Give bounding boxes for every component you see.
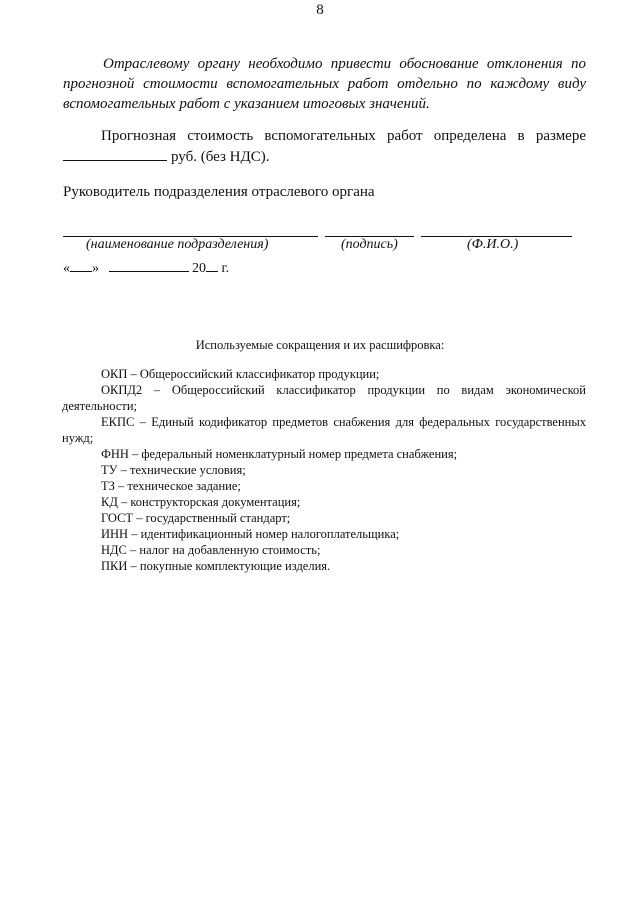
deviation-justification-note: [63, 54, 586, 114]
page-number: 8: [316, 2, 324, 18]
forecast-cost-paragraph: [63, 126, 586, 167]
date-year-suffix: г.: [221, 261, 230, 276]
abbreviation-item: ТУ – технические условия;: [101, 463, 246, 477]
abbreviation-item: КД – конструкторская документация;: [101, 495, 301, 509]
deviation-justification-text: Отраслевому органу необходимо привести обоснование отклонения по прогнозной стоимости вспомогательных работ отдельно по каждому виду вспомогательных работ с указанием итоговых значений.: [63, 56, 586, 112]
abbreviation-item: ОКП – Общероссийский классификатор продукции;: [101, 367, 380, 381]
abbreviations-list: [62, 366, 586, 574]
date-year-blank[interactable]: [206, 258, 218, 272]
date-year-prefix: 20: [192, 261, 206, 276]
date-line: [63, 258, 229, 277]
abbreviation-item: ПКИ – покупные комплектующие изделия.: [101, 559, 331, 573]
abbreviation-item: ОКПД2 – Общероссийский классификатор продукции по видам экономической деятельности;: [62, 383, 586, 413]
abbreviation-item: ЕКПС – Единый кодификатор предметов снабжения для федеральных государственных нужд;: [62, 415, 586, 445]
cost-amount-blank[interactable]: [63, 146, 167, 161]
forecast-cost-line-1: Прогнозная стоимость вспомогательных работ определена в размере: [101, 128, 586, 144]
abbreviations-title: Используемые сокращения и их расшифровка:: [195, 338, 445, 352]
signature-caption: (подпись): [341, 237, 398, 252]
department-name-caption: (наименование подразделения): [86, 237, 269, 252]
date-open-quote: «: [63, 261, 70, 276]
date-month-blank[interactable]: [109, 258, 189, 272]
cost-currency-label: руб. (без НДС).: [171, 149, 270, 165]
fio-caption: (Ф.И.О.): [467, 237, 519, 252]
abbreviation-item: ФНН – федеральный номенклатурный номер предмета снабжения;: [101, 447, 458, 461]
abbreviation-item: ИНН – идентификационный номер налогоплательщика;: [101, 527, 400, 541]
abbreviation-item: ГОСТ – государственный стандарт;: [101, 511, 291, 525]
date-day-blank[interactable]: [70, 258, 92, 272]
date-close-quote: »: [92, 261, 99, 276]
abbreviation-item: ТЗ – техническое задание;: [101, 479, 241, 493]
abbreviation-item: НДС – налог на добавленную стоимость;: [101, 543, 321, 557]
department-head-label: Руководитель подразделения отраслевого органа: [63, 184, 375, 200]
forecast-cost-line-2: [63, 146, 586, 167]
